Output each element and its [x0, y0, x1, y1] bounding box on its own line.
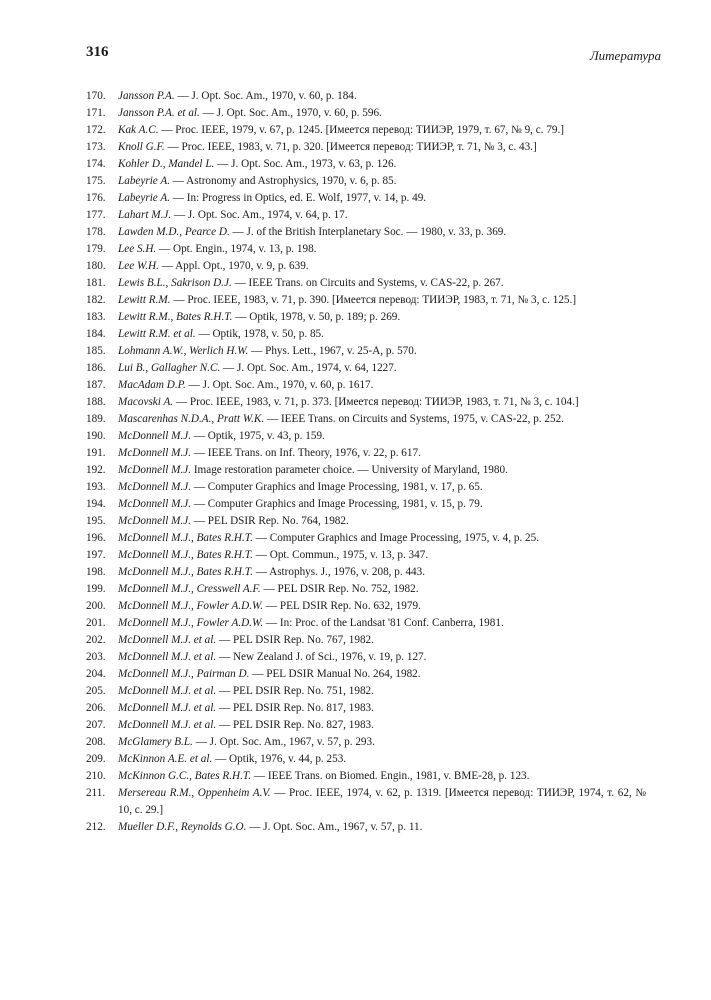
reference-body — [118, 768, 646, 785]
reference-authors: McDonnell M.J. et al. — [118, 685, 217, 697]
reference-body — [118, 139, 646, 156]
reference-number: 212. — [86, 821, 106, 833]
reference-item — [86, 666, 646, 683]
reference-authors: Kak A.C. — [118, 124, 159, 136]
reference-body — [118, 105, 646, 122]
reference-body — [118, 513, 646, 530]
running-title: Литература — [589, 48, 661, 63]
reference-number: 200. — [86, 600, 106, 612]
reference-body — [118, 547, 646, 564]
reference-item — [86, 632, 646, 649]
reference-item — [86, 683, 646, 700]
reference-body — [118, 207, 646, 224]
reference-details: — PEL DSIR Manual No. 264, 1982. — [249, 668, 421, 680]
reference-authors: McDonnell M.J. et al. — [118, 719, 217, 731]
reference-authors: Lahart M.J. — [118, 209, 172, 221]
reference-authors: McDonnell M.J. — [118, 498, 192, 510]
reference-details: — PEL DSIR Rep. No. 767, 1982. — [216, 634, 374, 646]
reference-authors: Lui B., Gallagher N.C. — [118, 362, 221, 374]
reference-body — [118, 428, 646, 445]
reference-item — [86, 496, 646, 513]
reference-details: — Computer Graphics and Image Processing, 1975, v. 4, p. 25. — [252, 532, 540, 544]
reference-details: — In: Progress in Optics, ed. E. Wolf, 1977, v. 14, p. 49. — [170, 192, 427, 204]
reference-details: — J. Opt. Soc. Am., 1970, v. 60, p. 184. — [174, 90, 357, 102]
reference-number: 206. — [86, 702, 106, 714]
reference-details: — Opt. Commun., 1975, v. 13, p. 347. — [252, 549, 429, 561]
reference-details: — PEL DSIR Rep. No. 764, 1982. — [191, 515, 349, 527]
reference-number: 197. — [86, 549, 106, 561]
reference-authors: Jansson P.A. et al. — [118, 107, 200, 119]
reference-authors: McDonnell M.J. et al. — [118, 634, 217, 646]
reference-body — [118, 632, 646, 649]
reference-body — [118, 258, 646, 275]
reference-body — [118, 122, 646, 139]
page-number: 316 — [86, 44, 109, 60]
reference-body — [118, 734, 646, 751]
reference-body — [118, 445, 646, 462]
reference-authors: McDonnell M.J., Pairman D. — [118, 668, 250, 680]
reference-item — [86, 292, 646, 309]
reference-item — [86, 275, 646, 292]
reference-authors: Kohler D., Mandel L. — [118, 158, 215, 170]
reference-item — [86, 173, 646, 190]
reference-details: — Appl. Opt., 1970, v. 9, p. 639. — [158, 260, 309, 272]
reference-authors: Lawden M.D., Pearce D. — [118, 226, 230, 238]
reference-item — [86, 530, 646, 547]
reference-body — [118, 530, 646, 547]
reference-authors: McDonnell M.J., Cresswell A.F. — [118, 583, 261, 595]
reference-details: — In: Proc. of the Landsat '81 Conf. Canberra, 1981. — [263, 617, 504, 629]
reference-body — [118, 377, 646, 394]
reference-number: 182. — [86, 294, 106, 306]
reference-number: 179. — [86, 243, 106, 255]
reference-details: — J. of the British Interplanetary Soc. — 1980, v. 33, p. 369. — [229, 226, 507, 238]
reference-authors: McDonnell M.J., Bates R.H.T. — [118, 532, 253, 544]
reference-item — [86, 241, 646, 258]
reference-details: — PEL DSIR Rep. No. 632, 1979. — [263, 600, 421, 612]
reference-details: — Proc. IEEE, 1983, v. 71, p. 390. [Имеется перевод: ТИИЭР, 1983, т. 71, № 3, с. 125.] — [170, 294, 577, 306]
reference-body — [118, 411, 646, 428]
reference-authors: Lohmann A.W., Werlich H.W. — [118, 345, 249, 357]
reference-body — [118, 479, 646, 496]
reference-number: 187. — [86, 379, 106, 391]
reference-details: — IEEE Trans. on Circuits and Systems, v. CAS-22, p. 267. — [231, 277, 504, 289]
reference-number: 198. — [86, 566, 106, 578]
reference-number: 178. — [86, 226, 106, 238]
reference-number: 175. — [86, 175, 106, 187]
reference-authors: McDonnell M.J. — [118, 430, 192, 442]
reference-number: 210. — [86, 770, 106, 782]
reference-authors: Labeyrie A. — [118, 175, 170, 187]
reference-details: — J. Opt. Soc. Am., 1973, v. 63, p. 126. — [214, 158, 397, 170]
reference-authors: Lewis B.L., Sakrison D.J. — [118, 277, 232, 289]
reference-number: 186. — [86, 362, 106, 374]
reference-item — [86, 598, 646, 615]
reference-body — [118, 156, 646, 173]
reference-number: 204. — [86, 668, 106, 680]
reference-body — [118, 326, 646, 343]
reference-authors: McDonnell M.J. et al. — [118, 651, 217, 663]
reference-number: 174. — [86, 158, 106, 170]
reference-body — [118, 700, 646, 717]
reference-body — [118, 224, 646, 241]
reference-item — [86, 649, 646, 666]
reference-item — [86, 258, 646, 275]
reference-number: 203. — [86, 651, 106, 663]
reference-details: — Computer Graphics and Image Processing, 1981, v. 17, p. 65. — [191, 481, 483, 493]
reference-number: 185. — [86, 345, 106, 357]
reference-number: 190. — [86, 430, 106, 442]
reference-item — [86, 819, 646, 836]
reference-authors: McDonnell M.J. — [118, 447, 192, 459]
reference-authors: Mersereau R.M., Oppenheim A.V. — [118, 787, 271, 799]
reference-authors: McDonnell M.J. et al. — [118, 702, 217, 714]
reference-body — [118, 751, 646, 768]
reference-details: — Optik, 1976, v. 44, p. 253. — [212, 753, 347, 765]
reference-details: — J. Opt. Soc. Am., 1967, v. 57, p. 11. — [246, 821, 423, 833]
reference-item — [86, 700, 646, 717]
reference-body — [118, 275, 646, 292]
reference-number: 171. — [86, 107, 106, 119]
reference-number: 205. — [86, 685, 106, 697]
reference-item — [86, 139, 646, 156]
reference-number: 170. — [86, 90, 106, 102]
reference-authors: Lee S.H. — [118, 243, 157, 255]
reference-details: — J. Opt. Soc. Am., 1974, v. 64, p. 17. — [171, 209, 348, 221]
reference-item — [86, 564, 646, 581]
reference-authors: Labeyrie A. — [118, 192, 170, 204]
reference-body — [118, 394, 646, 411]
reference-authors: Lewitt R.M. — [118, 294, 171, 306]
reference-authors: McGlamery B.L. — [118, 736, 193, 748]
reference-body — [118, 666, 646, 683]
reference-body — [118, 88, 646, 105]
reference-details: — J. Opt. Soc. Am., 1974, v. 64, 1227. — [220, 362, 397, 374]
reference-number: 181. — [86, 277, 106, 289]
reference-details: — PEL DSIR Rep. No. 751, 1982. — [216, 685, 374, 697]
reference-number: 184. — [86, 328, 106, 340]
reference-details: — Optik, 1978, v. 50, p. 85. — [195, 328, 324, 340]
reference-authors: McDonnell M.J. — [118, 515, 192, 527]
reference-number: 211. — [86, 787, 106, 799]
reference-details: — IEEE Trans. on Inf. Theory, 1976, v. 22, p. 617. — [191, 447, 421, 459]
reference-item — [86, 377, 646, 394]
reference-item — [86, 326, 646, 343]
reference-number: 195. — [86, 515, 106, 527]
reference-number: 208. — [86, 736, 106, 748]
reference-item — [86, 156, 646, 173]
reference-item — [86, 88, 646, 105]
reference-body — [118, 683, 646, 700]
reference-number: 177. — [86, 209, 106, 221]
reference-item — [86, 734, 646, 751]
reference-body — [118, 462, 646, 479]
reference-number: 191. — [86, 447, 106, 459]
reference-details: — J. Opt. Soc. Am., 1970, v. 60, p. 596. — [199, 107, 382, 119]
reference-details: — Astrophys. J., 1976, v. 208, p. 443. — [252, 566, 426, 578]
reference-details: — Phys. Lett., 1967, v. 25-A, p. 570. — [248, 345, 417, 357]
reference-body — [118, 309, 646, 326]
reference-item — [86, 751, 646, 768]
reference-item — [86, 615, 646, 632]
reference-details: — J. Opt. Soc. Am., 1970, v. 60, p. 1617. — [185, 379, 374, 391]
reference-authors: McDonnell M.J., Bates R.H.T. — [118, 566, 253, 578]
reference-item — [86, 785, 646, 819]
reference-body — [118, 173, 646, 190]
reference-item — [86, 360, 646, 377]
reference-details: — Optik, 1978, v. 50, p. 189; p. 269. — [232, 311, 401, 323]
reference-body — [118, 190, 646, 207]
reference-number: 207. — [86, 719, 106, 731]
reference-item — [86, 547, 646, 564]
reference-authors: McKinnon G.C., Bates R.H.T. — [118, 770, 252, 782]
reference-authors: McDonnell M.J. — [118, 481, 192, 493]
reference-details: — IEEE Trans. on Biomed. Engin., 1981, v. BME-28, p. 123. — [251, 770, 530, 782]
reference-authors: McDonnell M.J., Bates R.H.T. — [118, 549, 253, 561]
reference-item — [86, 207, 646, 224]
reference-item — [86, 581, 646, 598]
reference-authors: Lewitt R.M., Bates R.H.T. — [118, 311, 233, 323]
reference-details: Image restoration parameter choice. — University of Maryland, 1980. — [191, 464, 508, 476]
reference-authors: Macovski A. — [118, 396, 174, 408]
reference-item — [86, 479, 646, 496]
reference-details: — Astronomy and Astrophysics, 1970, v. 6, p. 85. — [170, 175, 397, 187]
reference-item — [86, 445, 646, 462]
reference-body — [118, 564, 646, 581]
reference-body — [118, 360, 646, 377]
reference-item — [86, 513, 646, 530]
reference-body — [118, 649, 646, 666]
reference-body — [118, 241, 646, 258]
reference-item — [86, 190, 646, 207]
reference-number: 201. — [86, 617, 106, 629]
reference-authors: Lewitt R.M. et al. — [118, 328, 196, 340]
reference-details: — Proc. IEEE, 1983, v. 71, p. 320. [Имеется перевод: ТИИЭР, т. 71, № 3, с. 43.] — [164, 141, 537, 153]
reference-authors: Jansson P.A. — [118, 90, 175, 102]
reference-item — [86, 224, 646, 241]
reference-details: — PEL DSIR Rep. No. 817, 1983. — [216, 702, 374, 714]
reference-number: 176. — [86, 192, 106, 204]
reference-details: — Opt. Engin., 1974, v. 13, p. 198. — [156, 243, 317, 255]
reference-number: 194. — [86, 498, 106, 510]
reference-number: 172. — [86, 124, 106, 136]
reference-details: — PEL DSIR Rep. No. 827, 1983. — [216, 719, 374, 731]
reference-item — [86, 768, 646, 785]
reference-body — [118, 292, 646, 309]
reference-body — [118, 785, 646, 819]
reference-item — [86, 105, 646, 122]
reference-authors: McDonnell M.J., Fowler A.D.W. — [118, 617, 264, 629]
reference-item — [86, 717, 646, 734]
reference-details: — Proc. IEEE, 1979, v. 67, p. 1245. [Имеется перевод: ТИИЭР, 1979, т. 67, № 9, с. 79.] — [158, 124, 565, 136]
reference-authors: MacAdam D.P. — [118, 379, 186, 391]
reference-details: — Computer Graphics and Image Processing, 1981, v. 15, p. 79. — [191, 498, 483, 510]
reference-details: — Proc. IEEE, 1983, v. 71, p. 373. [Имеется перевод: ТИИЭР, 1983, т. 71, № 3, с. 104.] — [173, 396, 579, 408]
reference-item — [86, 411, 646, 428]
reference-item — [86, 462, 646, 479]
reference-details: — New Zealand J. of Sci., 1976, v. 19, p. 127. — [216, 651, 427, 663]
reference-authors: Knoll G.F. — [118, 141, 165, 153]
reference-details: — IEEE Trans. on Circuits and Systems, 1975, v. CAS-22, p. 252. — [264, 413, 564, 425]
reference-body — [118, 615, 646, 632]
reference-list — [86, 88, 646, 836]
reference-number: 199. — [86, 583, 106, 595]
reference-number: 192. — [86, 464, 106, 476]
reference-body — [118, 717, 646, 734]
reference-body — [118, 343, 646, 360]
reference-item — [86, 309, 646, 326]
reference-item — [86, 394, 646, 411]
reference-item — [86, 122, 646, 139]
reference-authors: Lee W.H. — [118, 260, 159, 272]
reference-number: 209. — [86, 753, 106, 765]
reference-number: 196. — [86, 532, 106, 544]
reference-details: — PEL DSIR Rep. No. 752, 1982. — [260, 583, 419, 595]
reference-item — [86, 428, 646, 445]
reference-body — [118, 819, 646, 836]
reference-body — [118, 496, 646, 513]
reference-number: 189. — [86, 413, 106, 425]
reference-number: 180. — [86, 260, 106, 272]
reference-authors: McDonnell M.J., Fowler A.D.W. — [118, 600, 264, 612]
reference-details: — Proc. IEEE, 1974, v. 62, p. 1319. [Имеется перевод: ТИИЭР, 1974, т. 62, № 10, с. 29.] — [118, 787, 647, 816]
reference-details: — J. Opt. Soc. Am., 1967, v. 57, p. 293. — [192, 736, 375, 748]
reference-number: 193. — [86, 481, 106, 493]
reference-body — [118, 598, 646, 615]
reference-authors: McDonnell M.J. — [118, 464, 192, 476]
reference-authors: McKinnon A.E. et al. — [118, 753, 213, 765]
reference-body — [118, 581, 646, 598]
reference-number: 188. — [86, 396, 106, 408]
reference-item — [86, 343, 646, 360]
reference-number: 173. — [86, 141, 106, 153]
reference-authors: Mascarenhas N.D.A., Pratt W.K. — [118, 413, 265, 425]
reference-number: 183. — [86, 311, 106, 323]
reference-details: — Optik, 1975, v. 43, p. 159. — [191, 430, 325, 442]
reference-authors: Mueller D.F., Reynolds G.O. — [118, 821, 247, 833]
reference-number: 202. — [86, 634, 106, 646]
